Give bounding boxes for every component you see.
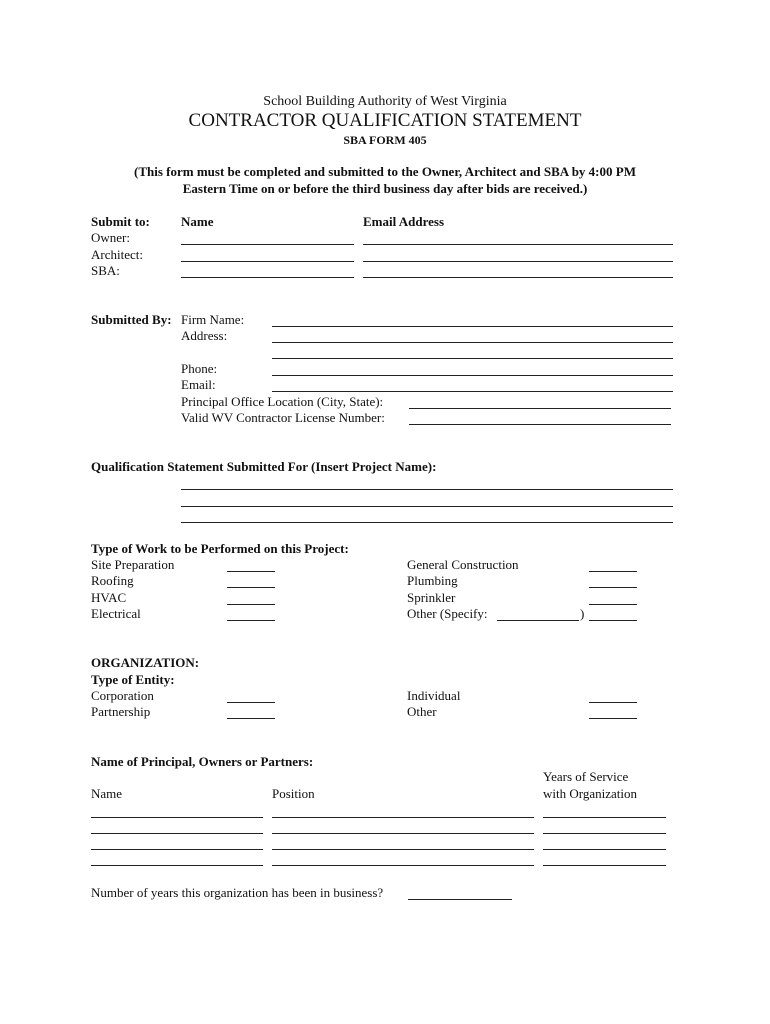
work-site-preparation-field[interactable] bbox=[227, 571, 275, 572]
work-hvac-label: HVAC bbox=[91, 590, 127, 605]
principal-years-field-2[interactable] bbox=[543, 833, 666, 834]
entity-individual-label: Individual bbox=[407, 688, 461, 703]
entity-other-label: Other bbox=[407, 704, 437, 719]
organization-label: ORGANIZATION: bbox=[91, 655, 200, 670]
principal-position-header: Position bbox=[272, 786, 315, 801]
project-name-field-line-3[interactable] bbox=[181, 522, 673, 523]
email-label: Email: bbox=[181, 377, 216, 392]
owner-email-field[interactable] bbox=[363, 244, 673, 245]
principal-years-field-1[interactable] bbox=[543, 817, 666, 818]
principal-years-field-3[interactable] bbox=[543, 849, 666, 850]
sba-name-field[interactable] bbox=[181, 277, 354, 278]
principal-position-field-3[interactable] bbox=[272, 849, 534, 850]
sba-label: SBA: bbox=[91, 263, 120, 278]
architect-email-field[interactable] bbox=[363, 261, 673, 262]
submit-to-label: Submit to: bbox=[91, 214, 150, 229]
entity-corporation-field[interactable] bbox=[227, 702, 275, 703]
entity-partnership-label: Partnership bbox=[91, 704, 151, 719]
submitted-by-label: Submitted By: bbox=[91, 312, 172, 327]
firm-name-label: Firm Name: bbox=[181, 312, 245, 327]
name-column-header: Name bbox=[181, 214, 214, 229]
address-field-line-1[interactable] bbox=[272, 342, 673, 343]
principal-name-field-2[interactable] bbox=[91, 833, 263, 834]
principal-position-field-4[interactable] bbox=[272, 865, 534, 866]
firm-name-field[interactable] bbox=[272, 326, 673, 327]
work-site-preparation-label: Site Preparation bbox=[91, 557, 175, 572]
sba-email-field[interactable] bbox=[363, 277, 673, 278]
form-title: CONTRACTOR QUALIFICATION STATEMENT bbox=[188, 110, 582, 131]
work-other-label: Other (Specify: bbox=[407, 606, 488, 621]
principal-name-field-4[interactable] bbox=[91, 865, 263, 866]
work-general-construction-label: General Construction bbox=[407, 557, 519, 572]
principal-years-field-4[interactable] bbox=[543, 865, 666, 866]
work-general-construction-field[interactable] bbox=[589, 571, 637, 572]
owner-label: Owner: bbox=[91, 230, 130, 245]
work-electrical-label: Electrical bbox=[91, 606, 141, 621]
entity-partnership-field[interactable] bbox=[227, 718, 275, 719]
work-roofing-field[interactable] bbox=[227, 587, 275, 588]
license-label: Valid WV Contractor License Number: bbox=[181, 410, 385, 425]
entity-individual-field[interactable] bbox=[589, 702, 637, 703]
work-sprinkler-label: Sprinkler bbox=[407, 590, 456, 605]
work-other-field[interactable] bbox=[589, 620, 637, 621]
phone-field[interactable] bbox=[272, 375, 673, 376]
work-sprinkler-field[interactable] bbox=[589, 604, 637, 605]
principal-name-field-3[interactable] bbox=[91, 849, 263, 850]
years-service-header-line-1: Years of Service bbox=[543, 769, 629, 784]
entity-type-label: Type of Entity: bbox=[91, 672, 175, 687]
principal-position-field-2[interactable] bbox=[272, 833, 534, 834]
entity-corporation-label: Corporation bbox=[91, 688, 154, 703]
principal-name-header: Name bbox=[91, 786, 123, 801]
principal-office-field[interactable] bbox=[409, 408, 671, 409]
instruction-line-1: (This form must be completed and submitted to the Owner, Architect and SBA by 4:00 PM bbox=[134, 164, 636, 179]
work-plumbing-label: Plumbing bbox=[407, 573, 458, 588]
work-plumbing-field[interactable] bbox=[589, 587, 637, 588]
address-label: Address: bbox=[181, 328, 228, 343]
work-roofing-label: Roofing bbox=[91, 573, 134, 588]
work-electrical-field[interactable] bbox=[227, 620, 275, 621]
authority-name: School Building Authority of West Virginia bbox=[263, 94, 507, 109]
architect-name-field[interactable] bbox=[181, 261, 354, 262]
address-field-line-2[interactable] bbox=[272, 358, 673, 359]
principals-label: Name of Principal, Owners or Partners: bbox=[91, 754, 314, 769]
phone-label: Phone: bbox=[181, 361, 218, 376]
email-field[interactable] bbox=[272, 391, 673, 392]
years-in-business-field[interactable] bbox=[408, 899, 512, 900]
years-in-business-label: Number of years this organization has been in business? bbox=[91, 885, 384, 900]
license-field[interactable] bbox=[409, 424, 671, 425]
years-service-header-line-2: with Organization bbox=[543, 786, 637, 801]
work-hvac-field[interactable] bbox=[227, 604, 275, 605]
owner-name-field[interactable] bbox=[181, 244, 354, 245]
principal-position-field-1[interactable] bbox=[272, 817, 534, 818]
form-number: SBA FORM 405 bbox=[343, 133, 427, 147]
entity-other-field[interactable] bbox=[589, 718, 637, 719]
principal-office-label: Principal Office Location (City, State): bbox=[181, 394, 384, 409]
project-name-field-line-2[interactable] bbox=[181, 506, 673, 507]
work-other-close-paren: ) bbox=[580, 606, 585, 621]
architect-label: Architect: bbox=[91, 247, 143, 262]
project-name-field-line-1[interactable] bbox=[181, 489, 673, 490]
principal-name-field-1[interactable] bbox=[91, 817, 263, 818]
work-other-specify-field[interactable] bbox=[497, 620, 579, 621]
project-name-label: Qualification Statement Submitted For (Insert Project Name): bbox=[91, 459, 437, 474]
email-column-header: Email Address bbox=[363, 214, 445, 229]
work-type-label: Type of Work to be Performed on this Project: bbox=[91, 541, 349, 556]
instruction-line-2: Eastern Time on or before the third business day after bids are received.) bbox=[182, 181, 588, 196]
